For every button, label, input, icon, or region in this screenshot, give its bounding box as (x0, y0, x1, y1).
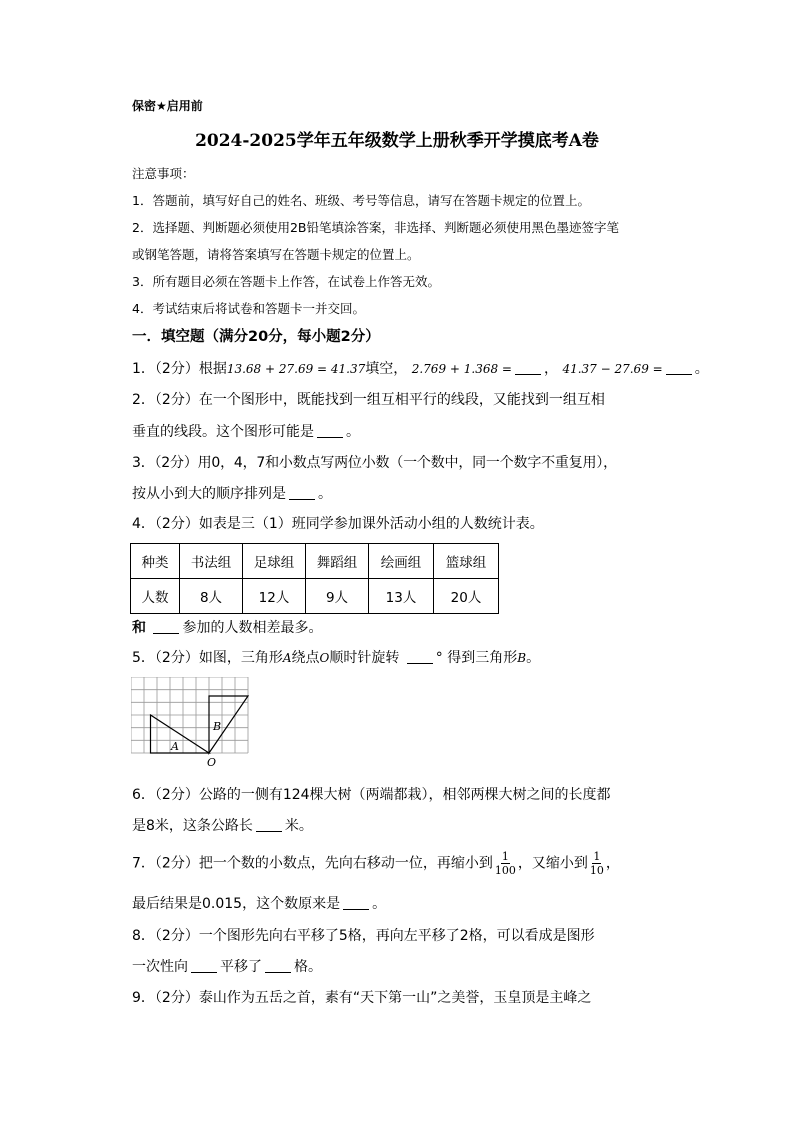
table-cell: 人数 (131, 579, 180, 614)
table-row (131, 579, 499, 614)
table-cell: 20人 (434, 579, 499, 614)
question-1 (132, 359, 709, 379)
question-9-line-1: 9．（2分）泰山作为五岳之首，素有“天下第一山”之美誉，玉皇顶是主峰之 (132, 990, 592, 1006)
fraction-numerator: 1 (593, 850, 601, 863)
notes-heading: 注意事项： (132, 166, 195, 181)
question-7-line-2 (132, 894, 386, 914)
q3-text: 按从小到大的顺序排列是 (132, 486, 286, 502)
exam-title: 2024-2025学年五年级数学上册秋季开学摸底考A卷 (195, 131, 599, 151)
q5-var-o: O (319, 651, 330, 665)
q2-end: 。 (346, 424, 360, 440)
q7-end: 。 (372, 896, 387, 912)
question-8-line-1: 8．（2分）一个图形先向右平移了5格，再向左平移了2格，可以看成是图形 (132, 928, 595, 944)
table-cell: 舞蹈组 (306, 544, 369, 579)
q6-end: 米。 (284, 818, 313, 834)
q5-var-a: A (282, 651, 292, 665)
q4-after-suffix: 参加的人数相差最多。 (182, 620, 323, 636)
fraction-denominator: 100 (494, 864, 516, 877)
q7-text-line2: 最后结果是0.015，这个数原来是 (132, 896, 341, 912)
label-b: B (213, 720, 222, 733)
q3-end: 。 (318, 486, 332, 502)
q2-text: 垂直的线段。这个图形可能是 (132, 424, 314, 440)
note-item-4: 4．考试结束后将试卷和答题卡一并交回。 (132, 301, 365, 316)
note-item-2-cont: 或钢笔答题，请将答案填写在答题卡规定的位置上。 (132, 247, 420, 262)
table-cell: 13人 (369, 579, 434, 614)
fraction-1-10 (590, 850, 604, 877)
note-item-3: 3．所有题目必须在答题卡上作答，在试卷上作答无效。 (132, 274, 440, 289)
q6-text: 是8米，这条公路长 (132, 818, 253, 834)
question-2-line-2 (132, 422, 360, 442)
question-2-line-1: 2．（2分）在一个图形中，既能找到一组互相平行的线段，又能找到一组互相 (132, 392, 605, 408)
q8-text-a: 一次性向 (132, 959, 188, 975)
table-cell: 12人 (243, 579, 306, 614)
fraction-denominator: 10 (589, 864, 604, 877)
q1-equation: 13.68 + 27.69 = 41.37 (226, 362, 366, 376)
q1-equation-2: 2.769 + 1.368 = (411, 362, 512, 376)
label-a: A (171, 740, 179, 753)
question-4-line-2 (132, 618, 322, 638)
q5-text-e: 。 (526, 650, 541, 666)
question-3-line-1: 3．（2分）用0，4，7和小数点写两位小数（一个数中，同一个数字不重复用）， (132, 455, 617, 471)
q7-text-a: 7．（2分）把一个数的小数点，先向右移动一位，再缩小到 (132, 855, 493, 872)
question-4-line-1: 4．（2分）如表是三（1）班同学参加课外活动小组的人数统计表。 (132, 516, 544, 532)
table-cell: 书法组 (180, 544, 243, 579)
q1-mid: 填空， (365, 361, 408, 377)
q8-text-b: 平移了 (220, 959, 262, 975)
question-5 (132, 648, 540, 668)
confidential-label: 保密★启用前 (132, 99, 203, 113)
question-7-line-1 (132, 850, 620, 877)
q1-sep: ， (543, 361, 558, 377)
q7-text-b: ，又缩小到 (517, 855, 588, 872)
table-header-row (131, 544, 499, 579)
q1-answer-blank-2 (666, 360, 692, 375)
question-6-line-2 (132, 816, 313, 836)
table-cell: 篮球组 (434, 544, 499, 579)
q1-equation-3: 41.37 − 27.69 = (562, 362, 663, 376)
label-o: O (207, 756, 217, 769)
question-3-line-2 (132, 484, 332, 504)
q5-text-d: ° 得到三角形 (435, 650, 518, 666)
table-cell: 种类 (131, 544, 180, 579)
q5-answer-blank (407, 649, 433, 664)
q7-text-c: ， (605, 855, 620, 872)
table-cell: 9人 (306, 579, 369, 614)
grid-lines (131, 677, 248, 753)
q4-after-prefix: 和 (132, 620, 146, 636)
note-item-1: 1．答题前，填写好自己的姓名、班级、考号等信息，请写在答题卡规定的位置上。 (132, 193, 590, 208)
triangle-a (151, 715, 210, 753)
q5-text-a: 5．（2分）如图，三角形 (132, 650, 283, 666)
table-cell: 足球组 (243, 544, 306, 579)
q8-answer-blank-2 (265, 958, 291, 973)
table-cell: 绘画组 (369, 544, 434, 579)
q3-answer-blank (289, 485, 315, 500)
q4-answer-blank (153, 619, 179, 634)
q8-end: 格。 (294, 959, 322, 975)
q5-text-b: 绕点 (291, 650, 320, 666)
note-item-2: 2．选择题、判断题必须使用2B铅笔填涂答案，非选择、判断题必须使用黑色墨迹签字笔 (132, 220, 619, 235)
q2-answer-blank (317, 423, 343, 438)
question-8-line-2 (132, 957, 322, 977)
q1-prefix: 1．（2分）根据 (132, 361, 227, 377)
table-cell: 8人 (180, 579, 243, 614)
q8-answer-blank-1 (191, 958, 217, 973)
q1-answer-blank-1 (515, 360, 541, 375)
question-6-line-1: 6．（2分）公路的一侧有124棵大树（两端都栽），相邻两棵大树之间的长度都 (132, 787, 611, 803)
q6-answer-blank (256, 817, 282, 832)
section-title: 一．填空题（满分20分，每小题2分） (132, 329, 380, 345)
q7-answer-blank (343, 895, 369, 910)
q5-var-b: B (517, 651, 527, 665)
fraction-numerator: 1 (501, 850, 509, 863)
q5-text-c: 顺时针旋转 (329, 650, 400, 666)
fraction-1-100 (495, 850, 516, 877)
rotation-grid-figure (131, 677, 251, 773)
q1-end: 。 (694, 361, 709, 377)
activity-stats-table (130, 543, 499, 614)
